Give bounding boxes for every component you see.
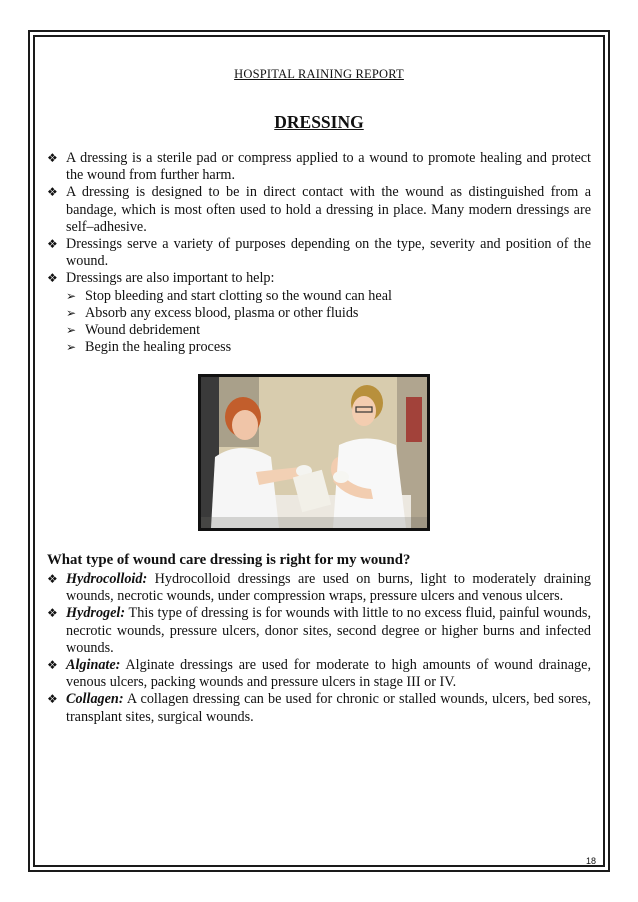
- list-item: [47, 236, 591, 270]
- photo-illustration: [201, 377, 427, 528]
- sub-item-text: Begin the healing process: [85, 339, 232, 356]
- diamond-bullet-icon: ❖: [47, 606, 58, 621]
- diamond-bullet-icon: ❖: [47, 237, 58, 252]
- dressing-term: Hydrogel:: [66, 605, 126, 622]
- diamond-bullet-icon: ❖: [47, 151, 58, 165]
- dressing-description: This type of dressing is for wounds with little to no excess fluid, painful wounds, necrotic wounds, pressure ulcers, donor sites, second degree or higher burns and infected wounds.: [66, 605, 591, 656]
- section-title: DRESSING: [274, 112, 364, 132]
- bullet-text: Dressings serve a variety of purposes depending on the type, severity and position of the wound.: [66, 236, 591, 270]
- page-number: 18: [586, 856, 597, 866]
- question-heading: What type of wound care dressing is right for my wound?: [47, 552, 411, 568]
- dressing-types-list: [47, 571, 591, 726]
- list-item: [47, 571, 591, 605]
- bullet-text: Dressings are also important to help:: [66, 270, 275, 287]
- arrow-bullet-icon: ➢: [66, 340, 77, 355]
- bullet-text: A dressing is designed to be in direct contact with the wound as distinguished from a bandage, which is most often used to hold a dressing in place. Many modern dressings are self–adhesive.: [66, 184, 591, 235]
- dressing-description: A collagen dressing can be used for chronic or stalled wounds, ulcers, bed sores, transplant sites, surgical wounds.: [66, 691, 591, 725]
- list-item: [47, 150, 591, 184]
- dressing-term: Hydrocolloid:: [66, 571, 148, 587]
- dressing-term: Alginate:: [66, 657, 121, 674]
- arrow-bullet-icon: ➢: [66, 288, 77, 303]
- sub-item-text: Wound debridement: [85, 322, 201, 339]
- help-sub-list: [66, 288, 591, 357]
- nurses-dressing-photo: [198, 374, 430, 531]
- diamond-bullet-icon: ❖: [47, 185, 58, 200]
- sub-list-item: [66, 305, 591, 322]
- bullet-text: A dressing is a sterile pad or compress applied to a wound to promote healing and protect the wound from further harm.: [66, 150, 591, 184]
- sub-list-item: [66, 339, 591, 356]
- diamond-bullet-icon: ❖: [47, 692, 58, 707]
- list-item: [47, 184, 591, 236]
- dressing-term: Collagen:: [66, 691, 124, 708]
- arrow-bullet-icon: ➢: [66, 323, 77, 338]
- list-item: [47, 270, 591, 356]
- list-item: [47, 657, 591, 691]
- arrow-bullet-icon: ➢: [66, 305, 77, 320]
- list-item: [47, 605, 591, 657]
- report-header: HOSPITAL RAINING REPORT: [234, 67, 404, 81]
- sub-item-text: Absorb any excess blood, plasma or other fluids: [85, 304, 359, 321]
- sub-list-item: [66, 322, 591, 339]
- intro-bullet-list: [47, 150, 591, 356]
- sub-list-item: [66, 288, 591, 305]
- diamond-bullet-icon: ❖: [47, 572, 58, 586]
- dressing-description: Alginate dressings are used for moderate to high amounts of wound drainage, venous ulcers, packing wounds and pressure ulcers in stage III or IV.: [66, 657, 591, 691]
- list-item: [47, 691, 591, 725]
- diamond-bullet-icon: ❖: [47, 271, 58, 286]
- dressing-description: Hydrocolloid dressings are used on burns, light to moderately draining wounds, necrotic wounds, under compression wraps, pressure ulcers and venous ulcers.: [66, 571, 591, 605]
- diamond-bullet-icon: ❖: [47, 658, 58, 673]
- sub-item-text: Stop bleeding and start clotting so the wound can heal: [85, 287, 392, 304]
